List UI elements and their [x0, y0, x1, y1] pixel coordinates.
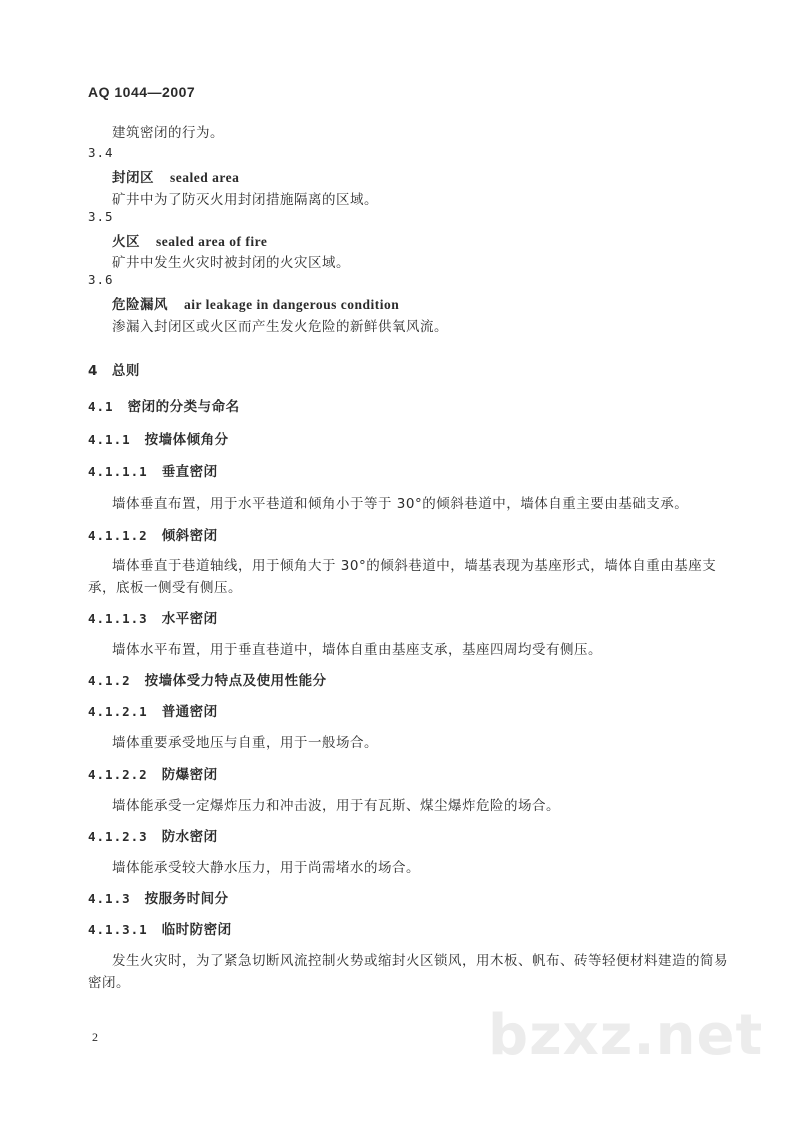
section-heading	[88, 825, 218, 845]
section-title: 垂直密闭	[161, 464, 218, 480]
paragraph: 墙体水平布置，用于垂直巷道中，墙体自重由基座支承，基座四周均受有侧压。	[112, 642, 602, 658]
section-number: 4.1.2.2	[88, 767, 148, 782]
section-heading	[88, 359, 140, 379]
section-number: 4	[88, 363, 98, 379]
section-heading	[88, 524, 218, 544]
section-title: 倾斜密闭	[161, 528, 218, 544]
paragraph: 墙体能承受一定爆炸压力和冲击波，用于有瓦斯、煤尘爆炸危险的场合。	[112, 798, 560, 814]
term-number: 3.5	[88, 209, 114, 224]
section-number: 4.1.2.1	[88, 704, 148, 719]
section-title: 水平密闭	[161, 611, 218, 627]
term-chinese: 危险漏风	[112, 297, 168, 313]
term-chinese: 火区	[112, 234, 140, 250]
section-title: 按墙体倾角分	[144, 432, 229, 448]
section-number: 4.1.3	[88, 891, 131, 906]
section-number: 4.1.1.1	[88, 464, 148, 479]
section-number: 4.1.1.3	[88, 611, 148, 626]
section-title: 临时防密闭	[161, 922, 232, 938]
section-number: 4.1	[88, 399, 114, 414]
term-english: sealed area	[170, 170, 240, 185]
paragraph-continuation: 密闭。	[88, 975, 130, 991]
term-heading	[112, 230, 267, 250]
term-number: 3.6	[88, 272, 114, 287]
paragraph-continuation: 承，底板一侧受有侧压。	[88, 580, 242, 596]
continuation-text: 建筑密闭的行为。	[112, 125, 224, 141]
section-number: 4.1.2.3	[88, 829, 148, 844]
section-heading	[88, 395, 240, 415]
section-number: 4.1.2	[88, 673, 131, 688]
section-title: 按墙体受力特点及使用性能分	[144, 673, 327, 689]
section-title: 防爆密闭	[161, 767, 218, 783]
section-heading	[88, 460, 218, 480]
section-title: 按服务时间分	[144, 891, 229, 907]
paragraph: 墙体垂直于巷道轴线，用于倾角大于 30°的倾斜巷道中，墙基表现为基座形式，墙体自重由基座支	[112, 558, 717, 574]
section-title: 防水密闭	[161, 829, 218, 845]
paragraph: 墙体能承受较大静水压力，用于尚需堵水的场合。	[112, 860, 420, 876]
term-english: air leakage in dangerous condition	[184, 297, 400, 312]
section-heading	[88, 887, 229, 907]
document-header: AQ 1044—2007	[88, 84, 196, 100]
watermark: bzxz.net	[488, 1003, 764, 1068]
term-definition: 矿井中发生火灾时被封闭的火灾区域。	[112, 255, 350, 271]
page-number: 2	[92, 1030, 98, 1044]
term-definition: 矿井中为了防灭火用封闭措施隔离的区域。	[112, 192, 378, 208]
paragraph: 发生火灾时，为了紧急切断风流控制火势或缩封火区锁风，用木板、帆布、砖等轻便材料建造的简易	[112, 953, 728, 969]
section-title: 密闭的分类与命名	[127, 399, 240, 415]
section-heading	[88, 918, 232, 938]
section-heading	[88, 428, 229, 448]
section-number: 4.1.3.1	[88, 922, 148, 937]
section-number: 4.1.1.2	[88, 528, 148, 543]
paragraph: 墙体重要承受地压与自重，用于一般场合。	[112, 735, 378, 751]
section-heading	[88, 763, 218, 783]
term-heading	[112, 293, 399, 313]
term-number: 3.4	[88, 145, 114, 160]
section-heading	[88, 669, 327, 689]
term-definition: 渗漏入封闭区或火区而产生发火危险的新鲜供氧风流。	[112, 319, 448, 335]
section-number: 4.1.1	[88, 432, 131, 447]
section-title: 普通密闭	[161, 704, 218, 720]
term-english: sealed area of fire	[156, 234, 268, 249]
section-title: 总则	[111, 363, 140, 379]
term-heading	[112, 166, 239, 186]
section-heading	[88, 607, 218, 627]
paragraph: 墙体垂直布置，用于水平巷道和倾角小于等于 30°的倾斜巷道中，墙体自重主要由基础支承。	[112, 496, 689, 512]
term-chinese: 封闭区	[112, 170, 154, 186]
section-heading	[88, 700, 218, 720]
